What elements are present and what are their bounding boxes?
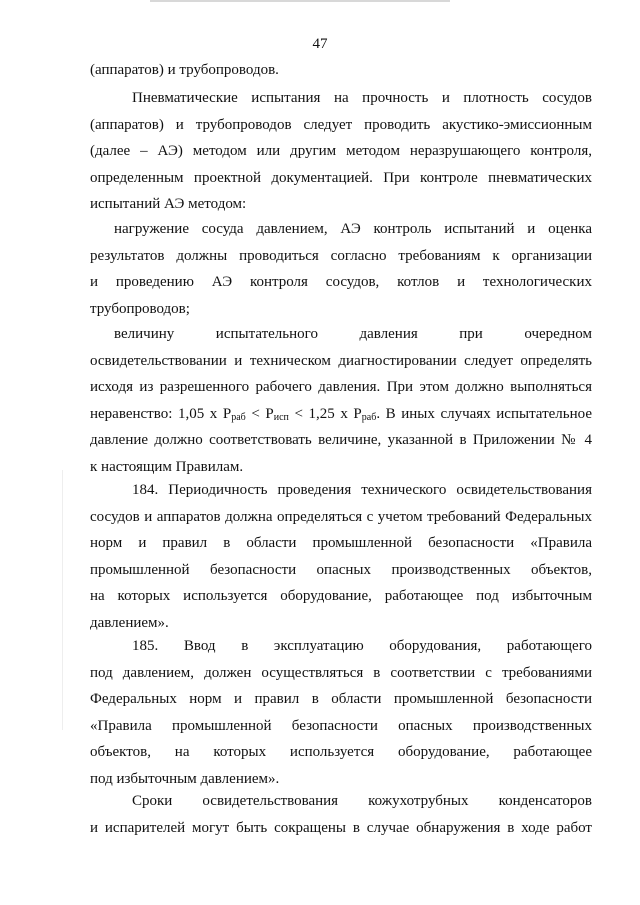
paragraph-test-pressure <box>90 321 592 481</box>
text-line: 185. Ввод в эксплуатацию оборудования, работающего <box>132 638 592 654</box>
text-line: к настоящим Правилам. <box>90 458 244 475</box>
inequality-prefix: неравенство: 1,05 x P <box>90 405 232 422</box>
text-line: исходя из разрешенного рабочего давления. При этом должно выполняться <box>90 379 592 396</box>
scan-edge-left <box>62 470 63 730</box>
text-line: Пневматические испытания на прочность и плотность сосудов <box>132 90 592 106</box>
text-line: и проведению АЭ контроля сосудов, котлов и технологических <box>90 274 592 291</box>
text-line: испытаний АЭ методом: <box>90 196 247 213</box>
text-line: Федеральных норм и правил в области промышленной безопасности <box>90 691 592 708</box>
paragraph-pneumatic-tests <box>90 85 592 218</box>
subscript-working: раб <box>361 411 377 423</box>
scan-edge-top <box>150 0 450 2</box>
inequality-suffix: . В иных случаях испытательное <box>376 405 592 422</box>
text-line: (далее – АЭ) методом или другим методом неразрушающего контроля, <box>90 143 592 160</box>
paragraph-185 <box>90 633 592 793</box>
inequality-operator: < P <box>245 405 274 422</box>
subscript-test: исп <box>273 411 289 423</box>
text-line: определенным проектной документацией. При контроле пневматических <box>90 169 592 186</box>
paragraph-184 <box>90 477 592 637</box>
paragraph-continuation <box>90 57 592 84</box>
text-line: под давлением, должен осуществляться в соответствии с требованиями <box>90 664 592 681</box>
text-line: (аппаратов) и трубопроводов следует проводить акустико-эмиссионным <box>90 116 592 133</box>
text-line: Сроки освидетельствования кожухотрубных конденсаторов <box>132 793 592 809</box>
paragraph-vessel-loading <box>90 216 592 322</box>
subscript-working: раб <box>231 411 246 423</box>
text-line: освидетельствовании и техническом диагностировании следует определять <box>90 352 592 369</box>
text-line: сосудов и аппаратов должна определяться с учетом требований Федеральных <box>90 508 592 525</box>
page-number: 47 <box>312 36 328 52</box>
text-line: «Правила промышленной безопасности опасных производственных <box>90 717 592 734</box>
text-line: давление должно соответствовать величине, указанной в Приложении № 4 <box>90 432 592 449</box>
text-line: на которых используется оборудование, работающее под избыточным <box>90 588 592 605</box>
text-line: объектов, на которых используется оборудование, работающее <box>90 744 592 761</box>
text-line: результатов должны проводиться согласно требованиям к организации <box>90 247 592 264</box>
text-line: трубопроводов; <box>90 300 190 317</box>
text-line: нагружение сосуда давлением, АЭ контроль испытаний и оценка <box>114 221 592 237</box>
text-line: и испарителей могут быть сокращены в случае обнаружения в ходе работ <box>90 819 592 836</box>
text-line: под избыточным давлением». <box>90 770 280 787</box>
text-line: 184. Периодичность проведения технического освидетельствования <box>132 482 592 498</box>
text-line: промышленной безопасности опасных производственных объектов, <box>90 561 592 578</box>
inequality-line <box>90 401 592 428</box>
text-line: давлением». <box>90 614 169 631</box>
inequality-operator: < 1,25 x P <box>288 405 362 422</box>
text-line: величину испытательного давления при очередном <box>114 326 592 342</box>
paragraph-inspection-terms <box>90 788 592 841</box>
text-line: (аппаратов) и трубопроводов. <box>90 62 279 78</box>
text-line: норм и правил в области промышленной безопасности «Правила <box>90 535 592 552</box>
